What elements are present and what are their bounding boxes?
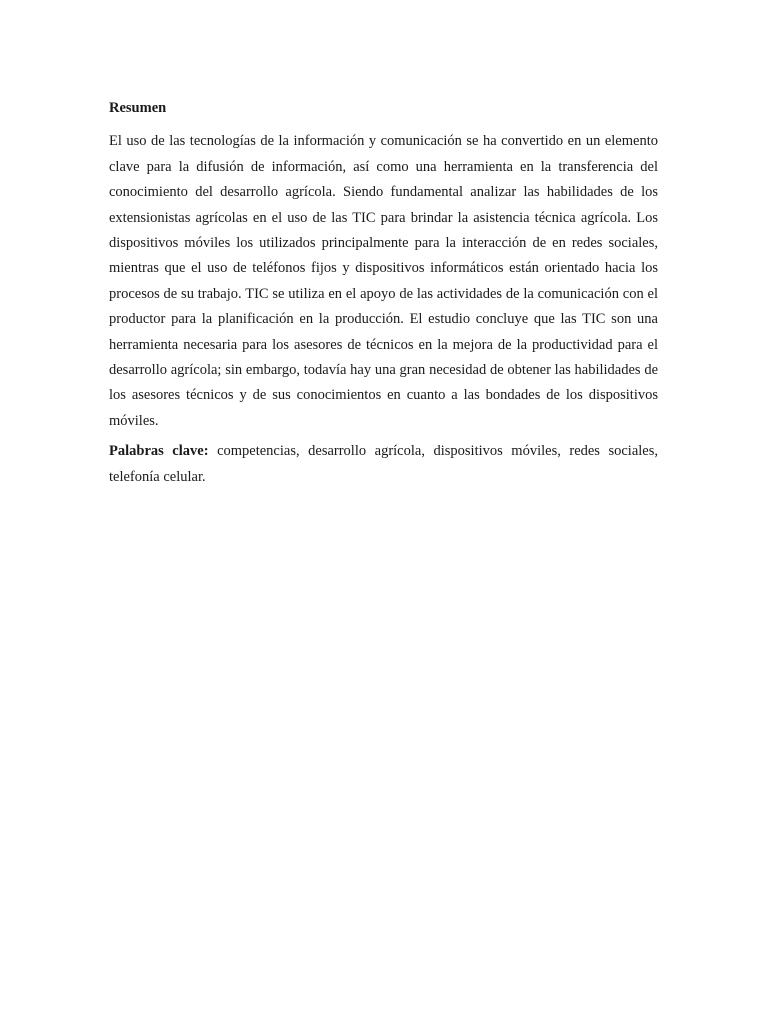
keywords-paragraph [109,439,658,490]
keywords-label: Palabras clave: [109,443,209,460]
document-page [109,96,658,490]
section-heading: Resumen [109,100,167,116]
abstract-paragraph: El uso de las tecnologías de la información y comunicación se ha convertido en un elemento clave para la difusión de información, así como una herramienta en la transferencia del conocimiento del desarrollo agrícola. Siendo fundamental analizar las habilidades de los extensionistas agrícolas en el uso de las TIC para brindar la asistencia técnica agrícola. Los dispositivos móviles los utilizados principalmente para la interacción de en redes sociales, mientras que el uso de teléfonos fijos y dispositivos informáticos están orientado hacia los procesos de su trabajo. TIC se utiliza en el apoyo de las actividades de la comunicación con el productor para la planificación en la producción. El estudio concluye que las TIC son una herramienta necesaria para los asesores de técnicos en la mejora de la productividad para el desarrollo agrícola; sin embargo, todavía hay una gran necesidad de obtener las habilidades de los asesores técnicos y de sus conocimientos en cuanto a las bondades de los dispositivos móviles. [109,133,658,429]
keywords-list: competencias, desarrollo agrícola, dispositivos móviles, redes sociales, telefonía celular. [109,443,659,485]
